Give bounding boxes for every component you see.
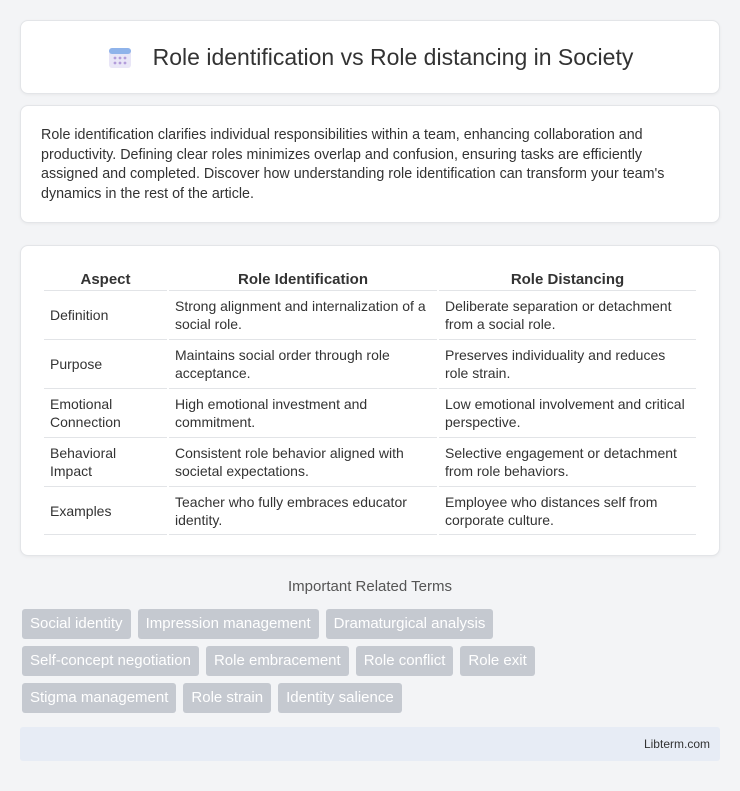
intro-card: [20, 105, 720, 223]
column-header-role-identification: Role Identification: [237, 271, 368, 288]
tag-role-conflict[interactable]: Role conflict: [356, 646, 454, 676]
page-title: Role identification vs Role distancing in Society: [152, 43, 634, 70]
cell-role-identification: Teacher who fully embraces educator identity.: [169, 486, 437, 535]
table-row: [44, 437, 696, 486]
cell-aspect: Definition: [44, 290, 167, 339]
cell-aspect: Examples: [44, 486, 167, 535]
related-terms-title: Important Related Terms: [288, 578, 452, 595]
cell-role-identification: Maintains social order through role acceptance.: [169, 339, 437, 388]
column-header-aspect: Aspect: [80, 271, 131, 288]
footer: [20, 727, 720, 761]
footer-site-link[interactable]: Libterm.com: [643, 737, 710, 751]
table-row: [44, 388, 696, 437]
cell-aspect: Purpose: [44, 339, 167, 388]
comparison-table: [42, 266, 698, 535]
cell-role-distancing: Selective engagement or detachment from role behaviors.: [439, 437, 696, 486]
cell-aspect: Emotional Connection: [44, 388, 167, 437]
tag-row: [22, 683, 722, 713]
cell-role-identification: Consistent role behavior aligned with societal expectations.: [169, 437, 437, 486]
cell-role-distancing: Deliberate separation or detachment from a social role.: [439, 290, 696, 339]
tag-social-identity[interactable]: Social identity: [22, 609, 131, 639]
tag-identity-salience[interactable]: Identity salience: [278, 683, 402, 713]
cell-role-identification: High emotional investment and commitment.: [169, 388, 437, 437]
tag-stigma-management[interactable]: Stigma management: [22, 683, 176, 713]
related-terms: [22, 609, 722, 720]
table-header-row: [44, 266, 696, 290]
tag-dramaturgical-analysis[interactable]: Dramaturgical analysis: [326, 609, 494, 639]
tag-role-embracement[interactable]: Role embracement: [206, 646, 349, 676]
table-row: [44, 486, 696, 535]
tag-impression-management[interactable]: Impression management: [138, 609, 319, 639]
cell-role-distancing: Preserves individuality and reduces role strain.: [439, 339, 696, 388]
comparison-table-card: [20, 245, 720, 556]
cell-aspect: Behavioral Impact: [44, 437, 167, 486]
tag-row: [22, 609, 722, 639]
calendar-icon: [107, 44, 133, 70]
tag-role-strain[interactable]: Role strain: [183, 683, 271, 713]
cell-role-identification: Strong alignment and internalization of a social role.: [169, 290, 437, 339]
column-header-role-distancing: Role Distancing: [510, 271, 625, 288]
tag-self-concept-negotiation[interactable]: Self-concept negotiation: [22, 646, 199, 676]
title-card: [20, 20, 720, 94]
table-row: [44, 290, 696, 339]
cell-role-distancing: Low emotional involvement and critical perspective.: [439, 388, 696, 437]
intro-text: Role identification clarifies individual responsibilities within a team, enhancing collaboration and productivity. Defining clear roles minimizes overlap and confusion, ensuring tasks are efficiently assigned and completed. Discover how understanding role identification can transform your team's dynamics in the rest of the article.: [41, 127, 665, 202]
cell-role-distancing: Employee who distances self from corporate culture.: [439, 486, 696, 535]
table-row: [44, 339, 696, 388]
tag-role-exit[interactable]: Role exit: [460, 646, 534, 676]
tag-row: [22, 646, 722, 676]
